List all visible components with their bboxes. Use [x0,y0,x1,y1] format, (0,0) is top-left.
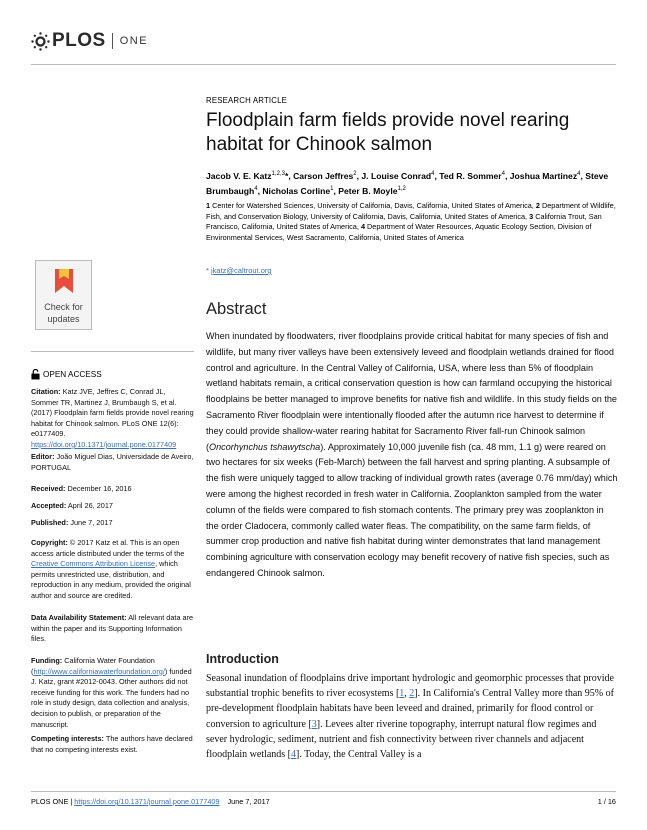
author-name: Steve Brumbaugh [206,170,609,196]
author-name: Nicholas Corline [262,185,331,196]
affiliation-number: 3 [529,211,534,221]
author-affiliation-sup: 1,2,3 [271,171,285,177]
abstract-text [206,329,618,582]
author-affiliation-sup: 4 [577,171,581,177]
data-availability-block [31,613,194,645]
author-name: Jacob V. E. Katz [206,170,272,181]
author-separator: , [580,170,586,181]
author-affiliation-sup: 2 [353,171,357,177]
badge-label-1: Check for [44,302,83,312]
author-affiliation-sup: 4 [431,171,435,177]
ref-link-2[interactable]: 2 [409,688,415,700]
received-date [31,484,194,495]
author-separator: , [434,170,440,181]
competing-interests-block [31,734,194,755]
author-name: Ted R. Sommer [439,170,502,181]
affiliation-text: California Trout, San Francisco, California, United States of America, [206,211,602,231]
ref-link-1[interactable]: 1 [399,688,405,700]
copyright-block [31,538,194,602]
author-affiliation-sup: 1,2 [397,185,406,192]
funding-link[interactable]: http://www.californiawaterfoundation.org/ [33,666,165,676]
logo-text: PLOS [52,30,106,51]
author-list [206,168,618,198]
accepted-value: April 26, 2017 [67,501,113,510]
funding-text: California Water Foundation ( [31,656,155,676]
funding-label: Funding: [31,656,63,665]
open-lock-icon [31,369,40,380]
open-access-label [31,369,102,380]
editor-label: Editor: [31,452,55,461]
data-availability-label: Data Availability Statement: [31,613,127,622]
intro-part-4: ]. Levees alter riverine topography, interrupt natural flow regimes and sever hydrologic, sediment, nutrient and fish connectivity between river channels and adjacent floodplain wetlands [ [206,718,597,761]
sidebar-divider [31,351,194,352]
competing-label: Competing interests: [31,734,104,743]
author-separator: , [333,185,339,196]
email-link[interactable]: jkatz@caltrout.org [211,266,272,275]
accepted-date [31,501,194,512]
copyright-label: Copyright: [31,538,68,547]
author-name: Peter B. Moyle [338,185,398,196]
received-value: December 16, 2016 [67,484,132,493]
badge-label-2: updates [47,314,80,324]
footer-doi-link[interactable]: https://doi.org/10.1371/journal.pone.0177409 [74,797,220,806]
introduction-text [206,671,618,762]
author-separator: , [257,185,263,196]
intro-part-5: ]. Today, the Central Valley is a [295,749,422,761]
plos-sun-icon [31,32,50,51]
funding-block [31,656,194,730]
affiliation-text: Department of Water Resources, Aquatic Ecology Section, Division of Environmental Services, West Sacramento, California, United States of America [206,222,592,242]
author-name: Joshua Martinez [509,170,578,181]
check-for-updates-badge[interactable] [35,260,92,330]
received-label: Received: [31,484,66,493]
copyright-text-rest: , which permits unrestricted use, distribution, and reproduction in any medium, provided the original author and source are credited. [31,559,191,600]
logo-separator [112,33,113,49]
article-type: RESEARCH ARTICLE [206,96,288,105]
author-name: Carson Jeffres [293,170,354,181]
copyright-text: © 2017 Katz et al. This is an open access article distributed under the terms of the [31,538,185,558]
bookmark-icon [53,267,75,295]
intro-part-1: Seasonal inundation of floodplains drive important hydrologic and geomorphic processes that provide substantial trophic benefits to river ecosystems [ [206,673,614,700]
ref-link-4[interactable]: 4 [290,749,296,761]
license-link[interactable]: Creative Commons Attribution License [31,559,156,569]
affiliations [206,201,618,243]
page-footer [31,797,616,806]
header-divider [31,64,616,65]
data-availability-text: All relevant data are within the paper and its Supporting Information files. [31,613,194,644]
citation-label: Citation: [31,387,61,396]
editor-text: João Miguel Dias, Universidade de Aveiro, PORTUGAL [31,452,194,472]
editor-block [31,452,194,473]
abstract-part-2: ). Approximately 10,000 juvenile fish (ca. 48 mm, 1.1 g) were reared on two hectares for six weeks (Feb-March) between the fall harvest and spring planting. A subsample of the fish were uniquely tagged to allow tracking of individual growth rates (average 0.76 mm/day) which were among the highest recorded in fresh water in California. Zooplankton sampled from the water column of the fields were compared to fish stomach contents. The primary prey was zooplankton in the order Cladocera, commonly called water fleas. The compatibility, on the same farm fields, of summer crop production and native fish habitat during winter demonstrates that land management combining agriculture with conservation ecology may benefit recovery of native fish species, such as endangered Chinook salmon. [206,441,618,578]
affiliation-text: Department of Wildlife, Fish, and Conservation Biology, University of California, Davis, California, United States of America, [206,201,616,221]
accepted-label: Accepted: [31,501,67,510]
footer-divider [31,791,616,792]
affiliation-text: Center for Watershed Sciences, University of California, Davis, California, United States of America, [212,201,534,210]
introduction-heading: Introduction [206,652,279,666]
abstract-heading: Abstract [206,300,267,318]
plos-logo[interactable] [31,30,148,52]
citation-text: Katz JVE, Jeffres C, Conrad JL, Sommer TR, Martinez J, Brumbaugh S, et al. (2017) Floodplain farm fields provide novel rearing habitat for Chinook salmon. PLoS ONE 12(6): e0177409. [31,387,194,439]
email-marker: * [206,266,209,275]
published-date [31,518,194,529]
author-separator: , [505,170,510,181]
affiliation-number: 1 [206,201,211,210]
intro-sep: , [404,688,410,700]
corresponding-email [206,266,618,275]
author-affiliation-sup: 4 [254,185,258,192]
article-title: Floodplain farm fields provide novel rearing habitat for Chinook salmon [206,110,570,155]
footer-date: June 7, 2017 [227,797,270,806]
funding-text-rest: ) funded J. Katz, grant #2012-0043. Other authors did not receive funding for this work. The funders had no role in study design, data collection and analysis, decision to publish, or preparation of the manuscript. [31,666,192,729]
footer-separator: | [68,797,75,806]
affiliation-number: 4 [360,222,365,231]
open-access-text: OPEN ACCESS [43,370,102,379]
published-value: June 7, 2017 [70,518,113,527]
author-name: J. Louise Conrad [361,170,432,181]
citation-block [31,387,194,451]
author-affiliation-sup: 4 [501,171,505,177]
published-label: Published: [31,518,69,527]
intro-part-3: ]. In California's Central Valley more than 95% of pre-development floodplain habitats have been leveed and drained, primarily for flood control or conversion to agriculture [ [206,688,614,730]
journal-name: ONE [119,35,149,47]
species-name: Oncorhynchus tshawytscha [209,441,321,452]
page-number: 1 / 16 [597,797,616,806]
author-separator: , [356,170,362,181]
competing-text: The authors have declared that no competing interests exist. [31,734,193,754]
ref-link-3[interactable]: 3 [311,718,317,730]
footer-journal: PLOS ONE [31,797,69,806]
abstract-part-1: When inundated by floodwaters, river floodplains provide critical habitat for many species of fish and wildlife, but many river valleys have been extensively leveed and floodplain wetlands drained for flood control and agriculture. In the Central Valley of California, USA, where less than 5% of floodplain wetland habitats remain, a critical conservation question is how can farmland occupying the historical floodplains be better managed to improve benefits for native fish and wildlife. In this study fields on the Sacramento River floodplain were intentionally flooded after the autumn rice harvest to determine if they could provide shallow-water rearing habitat for Sacramento River fall-run Chinook salmon ( [206,331,617,452]
citation-doi-link[interactable]: https://doi.org/10.1371/journal.pone.0177409 [31,439,177,449]
author-separator: *, [284,170,294,181]
author-affiliation-sup: 1 [330,185,334,192]
affiliation-number: 2 [535,201,540,210]
